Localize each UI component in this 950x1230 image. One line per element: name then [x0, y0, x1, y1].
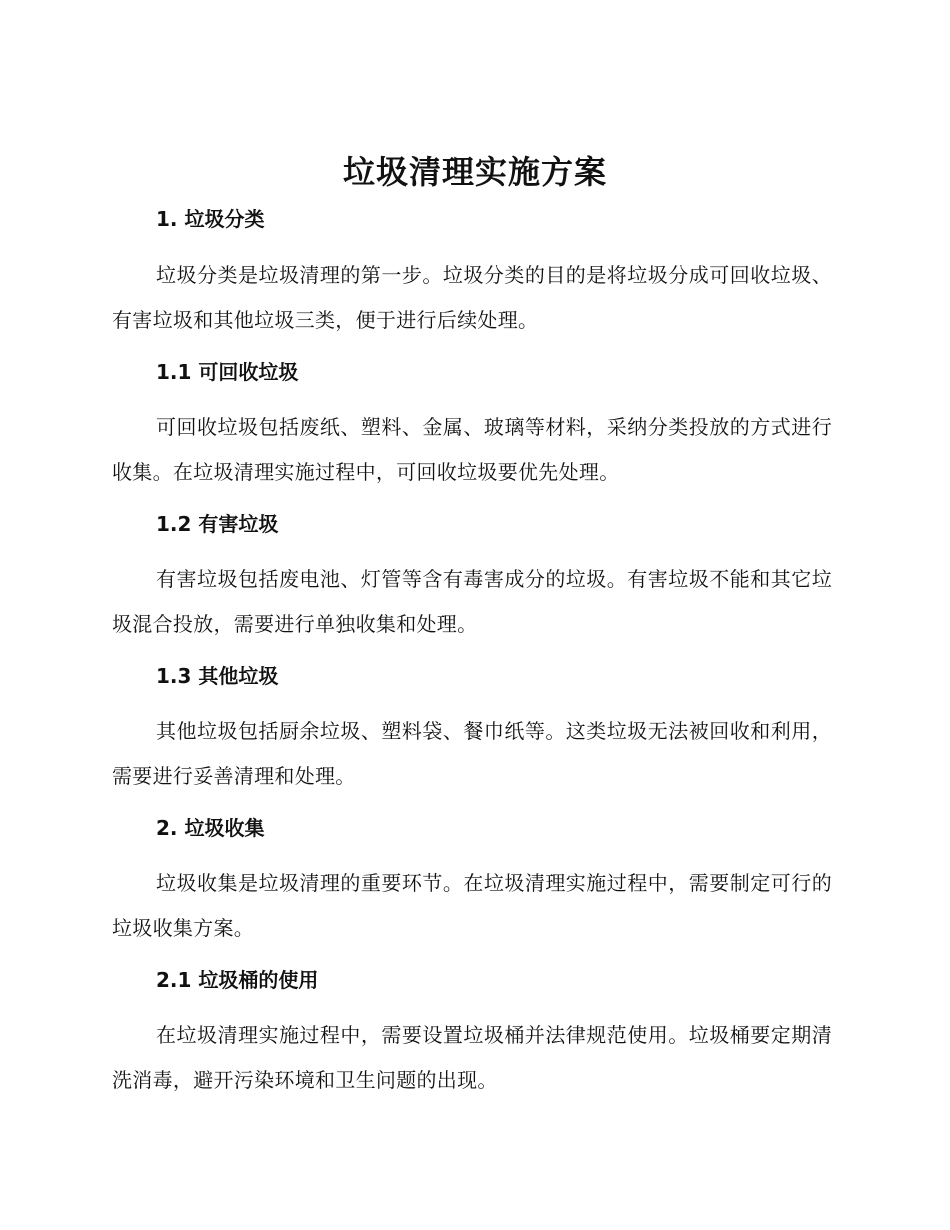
section-paragraph: 垃圾收集是垃圾清理的重要环节。在垃圾清理实施过程中，需要制定可行的垃圾收集方案。	[112, 871, 832, 940]
section-heading: 2.1 垃圾桶的使用	[156, 968, 319, 992]
section-heading: 1.1 可回收垃圾	[156, 360, 299, 384]
section-paragraph: 在垃圾清理实施过程中，需要设置垃圾桶并法律规范使用。垃圾桶要定期清洗消毒，避开污染环境和卫生问题的出现。	[112, 1023, 832, 1092]
section-heading: 1. 垃圾分类	[156, 207, 265, 231]
section-paragraph: 有害垃圾包括废电池、灯管等含有毒害成分的垃圾。有害垃圾不能和其它垃圾混合投放，需要进行单独收集和处理。	[112, 567, 832, 636]
section-paragraph: 可回收垃圾包括废纸、塑料、金属、玻璃等材料，采纳分类投放的方式进行收集。在垃圾清理实施过程中，可回收垃圾要优先处理。	[112, 415, 832, 484]
section-heading: 1.2 有害垃圾	[156, 512, 279, 536]
section-heading: 1.3 其他垃圾	[156, 664, 279, 688]
section-paragraph: 其他垃圾包括厨余垃圾、塑料袋、餐巾纸等。这类垃圾无法被回收和利用，需要进行妥善清理和处理。	[112, 719, 832, 788]
document-title: 垃圾清理实施方案	[342, 153, 607, 191]
section-paragraph: 垃圾分类是垃圾清理的第一步。垃圾分类的目的是将垃圾分成可回收垃圾、有害垃圾和其他垃圾三类，便于进行后续处理。	[112, 263, 832, 332]
section-heading: 2. 垃圾收集	[156, 816, 265, 840]
